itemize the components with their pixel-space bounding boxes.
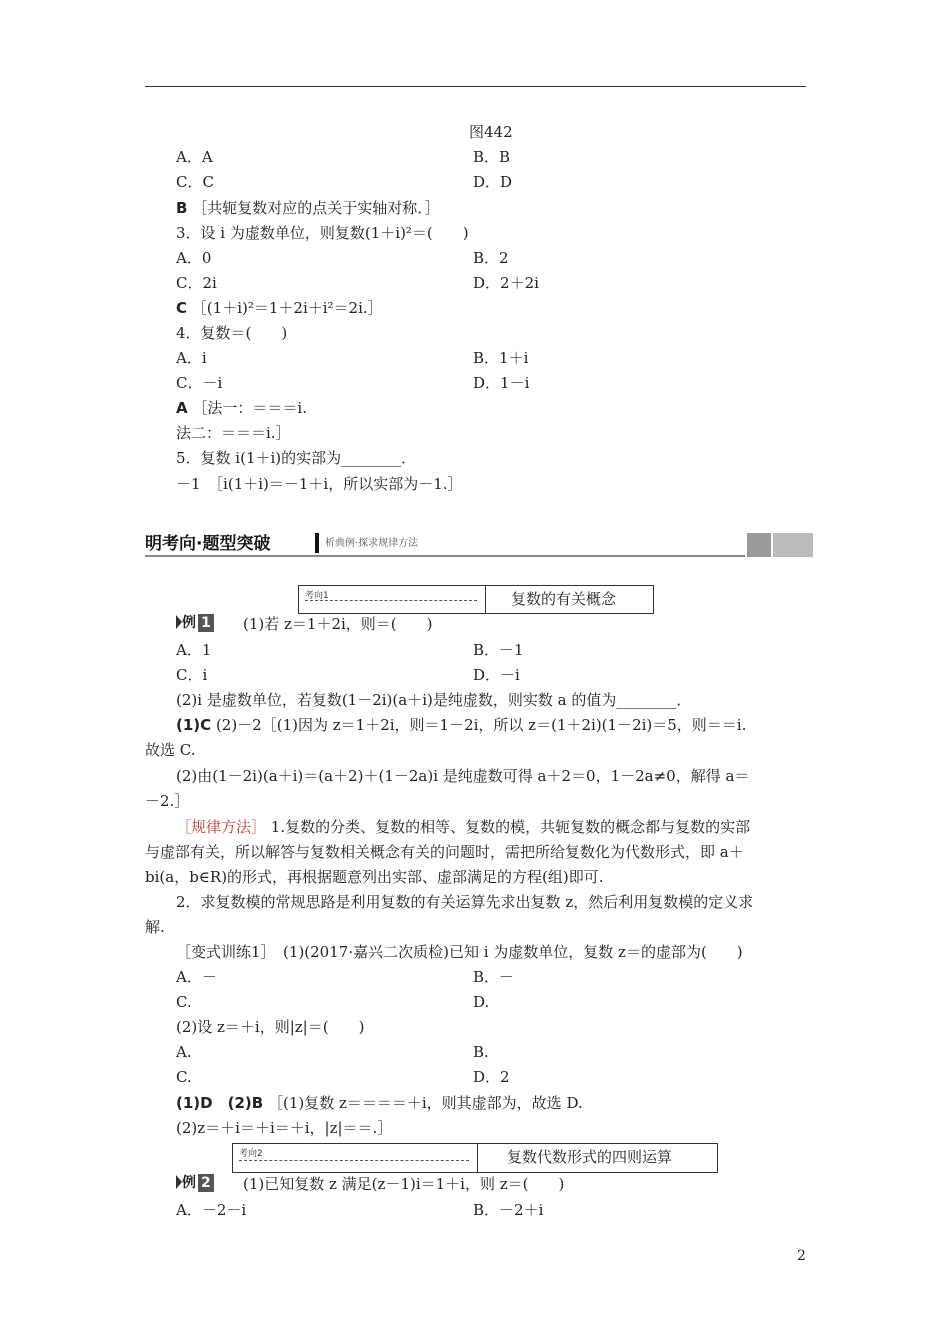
q2-answer-letter: B bbox=[176, 199, 188, 217]
kaoxiang-1-title: 复数的有关概念 bbox=[511, 590, 617, 608]
variant-1-answer bbox=[176, 1093, 583, 1113]
variant-1-answer-lead: (1)D (2)B bbox=[176, 1094, 264, 1112]
kaoxiang-2-title: 复数代数形式的四则运算 bbox=[507, 1148, 673, 1166]
q4-answer-text: ［法一：＝＝＝i. bbox=[192, 399, 307, 417]
q5-stem: 5．复数 i(1＋i)的实部为________． bbox=[176, 449, 417, 467]
method-label: ［规律方法］ bbox=[176, 818, 267, 836]
example-1-label: 例 bbox=[182, 615, 196, 631]
q3-stem: 3．设 i 为虚数单位，则复数(1＋i)²＝( ) bbox=[176, 224, 469, 242]
kaoxiang-1-tag: 考向1 bbox=[305, 591, 329, 601]
q4-option-a: A．i bbox=[176, 349, 207, 367]
variant-1-answer-text: ［(1)复数 z＝＝＝＝＋i，则其虚部为，故选 D. bbox=[267, 1094, 583, 1112]
section-bar bbox=[315, 533, 319, 553]
variant-1-q2-option-d: D．2 bbox=[473, 1068, 510, 1086]
variant-1-q1: ［变式训练1］ (1)(2017·嘉兴二次质检)已知 i 为虚数单位，复数 z＝的虚部为( ) bbox=[176, 943, 743, 961]
q3-option-c: C．2i bbox=[176, 274, 217, 292]
q3-answer bbox=[176, 298, 383, 318]
q4-answer bbox=[176, 398, 307, 418]
section-header bbox=[145, 533, 813, 557]
q4-option-c: C．－i bbox=[176, 374, 223, 392]
variant-1-answer-2: (2)z＝＋i＝＋i＝＋i，|z|＝＝.］ bbox=[176, 1119, 393, 1137]
example-1-answer-text: (2)－2［(1)因为 z＝1＋2i，则＝1－2i，所以 z＝(1＋2i)(1－2i)＝5，则＝＝i. bbox=[215, 716, 747, 734]
example-2-number: 2 bbox=[198, 1174, 214, 1192]
kaoxiang-2-divider bbox=[477, 1144, 478, 1172]
kaoxiang-1-dash bbox=[305, 600, 477, 601]
variant-1-q2-option-c: C. bbox=[176, 1068, 192, 1086]
example-1-answer-cont: 故选 C. bbox=[145, 741, 196, 759]
example-2-option-a: A．－2－i bbox=[176, 1201, 247, 1219]
example-1-answer bbox=[176, 715, 746, 735]
example-1-q2: (2)i 是虚数单位，若复数(1－2i)(a＋i)是纯虚数，则实数 a 的值为________． bbox=[176, 691, 692, 709]
method-text-1: 1.复数的分类、复数的相等、复数的模，共轭复数的概念都与复数的实部 bbox=[270, 818, 751, 836]
example-2-option-b: B．－2＋i bbox=[473, 1201, 544, 1219]
q2-option-c: C．C bbox=[176, 173, 214, 191]
variant-1-option-a: A．－ bbox=[176, 968, 217, 986]
example-1-option-c: C．i bbox=[176, 666, 208, 684]
example-1-option-d: D．－i bbox=[473, 666, 520, 684]
q3-option-a: A．0 bbox=[176, 249, 212, 267]
q3-answer-text: ［(1＋i)²＝1＋2i＋i²＝2i.］ bbox=[191, 299, 383, 317]
page-number: 2 bbox=[797, 1248, 806, 1264]
example-1-q1: (1)若 z＝1＋2i，则＝( ) bbox=[243, 615, 433, 633]
variant-1-option-b: B．－ bbox=[473, 968, 515, 986]
example-1-answer-2: (2)由(1－2i)(a＋i)＝(a＋2)＋(1－2a)i 是纯虚数可得 a＋2＝0，1－2a≠0，解得 a＝ bbox=[176, 767, 750, 785]
example-1-answer-lead: (1)C bbox=[176, 716, 212, 734]
q5-answer: －1 ［i(1＋i)＝－1＋i，所以实部为－1.］ bbox=[176, 475, 463, 493]
figure-caption: 图442 bbox=[469, 123, 513, 141]
example-1-number: 1 bbox=[198, 614, 214, 632]
q3-answer-letter: C bbox=[176, 299, 188, 317]
header-rule bbox=[145, 86, 806, 87]
q4-answer-letter: A bbox=[176, 399, 188, 417]
example-2-tag bbox=[176, 1174, 214, 1192]
q2-answer bbox=[176, 198, 440, 218]
method-line-1 bbox=[176, 817, 750, 837]
q4-stem: 4．复数＝( ) bbox=[176, 324, 288, 342]
method-line-5: 解. bbox=[145, 918, 165, 936]
q2-option-a: A．A bbox=[176, 148, 213, 166]
example-1-tag bbox=[176, 614, 214, 632]
variant-1-q2-option-a: A. bbox=[176, 1043, 192, 1061]
section-rule bbox=[145, 555, 745, 557]
kaoxiang-2-box bbox=[232, 1143, 718, 1173]
example-1-option-b: B．－1 bbox=[473, 641, 524, 659]
method-line-3: bi(a，b∈R)的形式，再根据题意列出实部、虚部满足的方程(组)即可. bbox=[145, 868, 604, 886]
method-line-4: 2．求复数模的常规思路是利用复数的有关运算先求出复数 z，然后利用复数模的定义求 bbox=[176, 893, 754, 911]
kaoxiang-1-box bbox=[298, 585, 654, 614]
method-line-2: 与虚部有关，所以解答与复数相关概念有关的问题时，需把所给复数化为代数形式，即 a＋ bbox=[145, 843, 744, 861]
q4-option-b: B．1＋i bbox=[473, 349, 529, 367]
q2-option-d: D．D bbox=[473, 173, 513, 191]
variant-1-q2: (2)设 z＝＋i，则|z|＝( ) bbox=[176, 1018, 365, 1036]
section-subtitle: 析典例·探求规律方法 bbox=[325, 538, 419, 549]
variant-1-q2-option-b: B. bbox=[473, 1043, 489, 1061]
q3-option-b: B．2 bbox=[473, 249, 509, 267]
example-2-q1: (1)已知复数 z 满足(z－1)i＝1＋i，则 z＝( ) bbox=[243, 1175, 565, 1193]
kaoxiang-1-divider bbox=[485, 586, 486, 613]
section-block-light bbox=[773, 533, 813, 557]
q4-answer-cont: 法二：＝＝＝i.］ bbox=[176, 424, 291, 442]
example-1-answer-2-cont: －2.］ bbox=[145, 792, 190, 810]
section-block-dark bbox=[747, 533, 771, 557]
variant-1-option-d: D. bbox=[473, 993, 490, 1011]
example-1-option-a: A．1 bbox=[176, 641, 212, 659]
q3-option-d: D．2＋2i bbox=[473, 274, 539, 292]
q2-option-b: B．B bbox=[473, 148, 511, 166]
section-title: 明考向·题型突破 bbox=[145, 534, 271, 554]
q2-answer-text: ［共轭复数对应的点关于实轴对称．］ bbox=[192, 199, 440, 217]
variant-1-option-c: C. bbox=[176, 993, 192, 1011]
kaoxiang-2-tag: 考向2 bbox=[239, 1149, 263, 1159]
kaoxiang-2-dash bbox=[239, 1160, 469, 1161]
q4-option-d: D．1－i bbox=[473, 374, 530, 392]
example-2-label: 例 bbox=[182, 1175, 196, 1191]
